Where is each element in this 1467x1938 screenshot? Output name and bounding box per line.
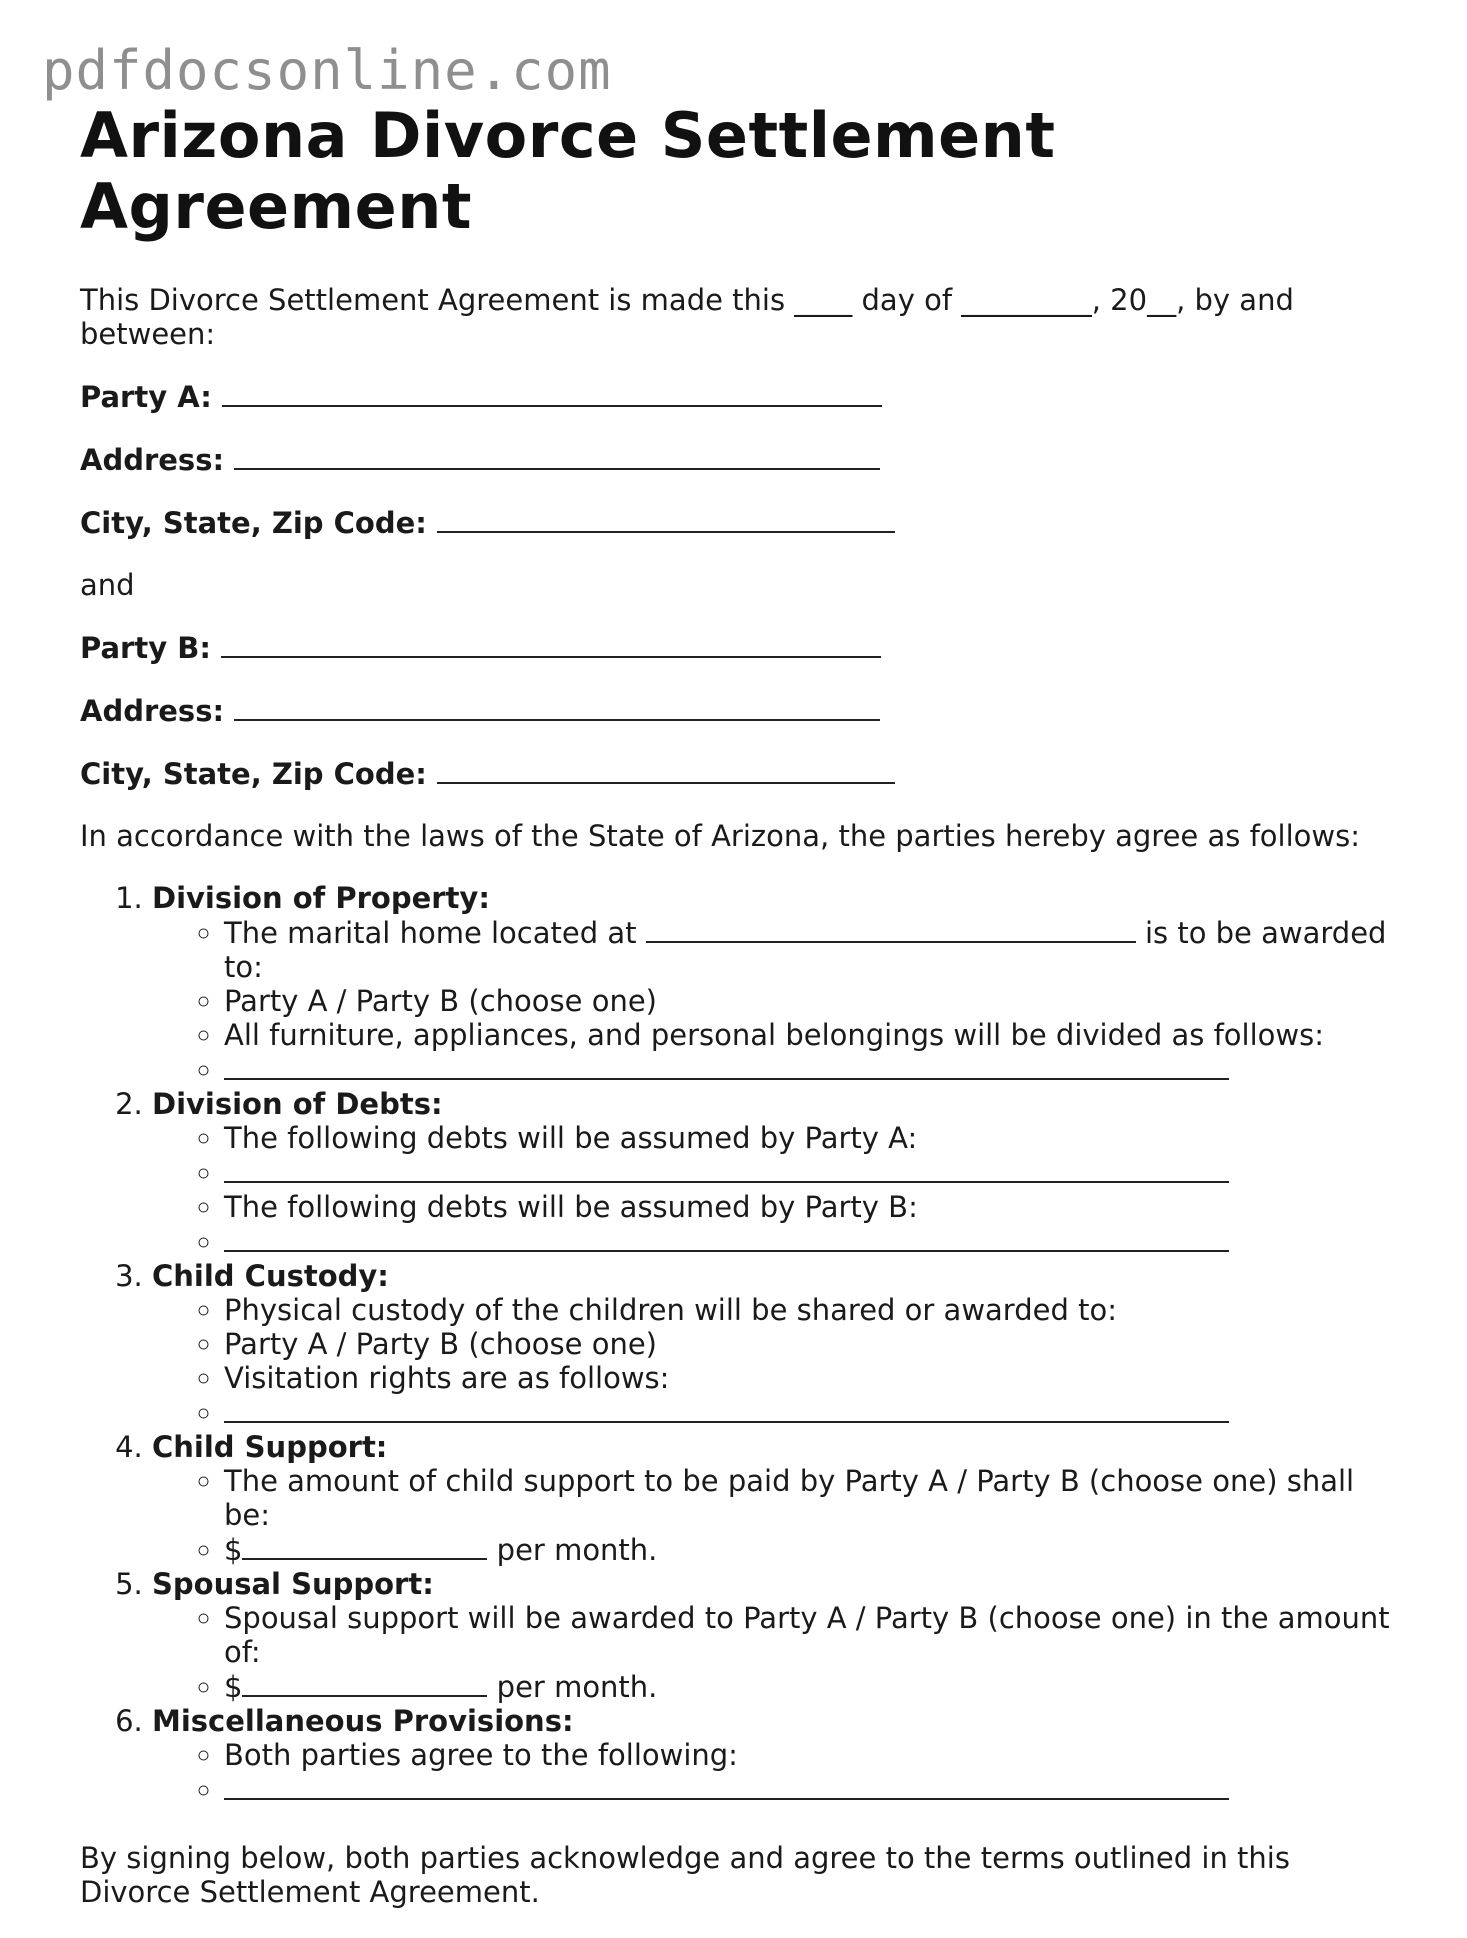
list-item: ◦ Party A / Party B (choose one) xyxy=(224,984,1400,1018)
list-item xyxy=(224,1155,1400,1190)
per-month-text: per month. xyxy=(496,1532,658,1567)
section-title: Division of Debts: xyxy=(152,1086,443,1121)
party-a-name-label: Party A: xyxy=(80,379,212,414)
list-item: ◦ Both parties agree to the following: xyxy=(224,1738,1400,1772)
list-item xyxy=(224,1224,1400,1259)
furniture-blank-line[interactable] xyxy=(224,1052,1229,1080)
list-item: ◦ All furniture, appliances, and personal belongings will be divided as follows: xyxy=(224,1018,1400,1052)
party-a-city-field[interactable] xyxy=(80,505,1400,540)
list-item: ◦ Spousal support will be awarded to Party A / Party B (choose one) in the amount of: xyxy=(224,1601,1400,1669)
currency-symbol: $ xyxy=(224,1532,243,1567)
visitation-blank-line[interactable] xyxy=(224,1395,1229,1423)
section-title: Child Support: xyxy=(152,1429,388,1464)
subitems xyxy=(152,1738,1400,1807)
list-item xyxy=(224,1772,1400,1807)
section-title: Child Custody: xyxy=(152,1258,389,1293)
document-page xyxy=(80,100,1400,1938)
party-a-name-field[interactable] xyxy=(80,379,1400,414)
section-property xyxy=(152,881,1400,1087)
misc-blank-line[interactable] xyxy=(224,1772,1229,1800)
party-b-name-line[interactable] xyxy=(221,630,881,658)
party-b-city-line[interactable] xyxy=(437,756,895,784)
list-item: ◦ Visitation rights are as follows: xyxy=(224,1361,1400,1395)
document-title: Arizona Divorce Settlement Agreement xyxy=(80,99,1056,244)
section-title: Spousal Support: xyxy=(152,1566,434,1601)
party-b-address-field[interactable] xyxy=(80,693,1400,728)
party-a-city-label: City, State, Zip Code: xyxy=(80,505,427,540)
per-month-text: per month. xyxy=(496,1669,658,1704)
section-title: Division of Property: xyxy=(152,880,490,915)
section-title: Miscellaneous Provisions: xyxy=(152,1703,574,1738)
party-b-name-field[interactable] xyxy=(80,630,1400,665)
list-item xyxy=(224,1395,1400,1430)
section-misc xyxy=(152,1704,1400,1807)
section-custody xyxy=(152,1259,1400,1430)
and-text: and xyxy=(80,567,135,602)
list-item xyxy=(224,1532,1400,1567)
list-item xyxy=(224,1669,1400,1704)
list-item: ◦ Party A / Party B (choose one) xyxy=(224,1327,1400,1361)
list-item: ◦ The following debts will be assumed by Party A: xyxy=(224,1121,1400,1155)
party-a-city-line[interactable] xyxy=(437,505,895,533)
home-text-after: is to be awarded to: xyxy=(224,915,1387,984)
subitems xyxy=(152,915,1400,1087)
home-address-line[interactable] xyxy=(646,915,1136,943)
intro-paragraph: This Divorce Settlement Agreement is made this ____ day of _________, 20__, by and between: xyxy=(80,282,1294,351)
party-b-city-label: City, State, Zip Code: xyxy=(80,756,427,791)
closing-paragraph: By signing below, both parties acknowledge and agree to the terms outlined in this Divorce Settlement Agreement. xyxy=(80,1840,1290,1909)
section-debts xyxy=(152,1087,1400,1259)
list-item: ◦ The amount of child support to be paid by Party A / Party B (choose one) shall be: xyxy=(224,1464,1400,1532)
watermark: pdfdocsonline.com xyxy=(42,39,612,102)
party-b-address-label: Address: xyxy=(80,693,225,728)
party-a-address-field[interactable] xyxy=(80,442,1400,477)
party-b-name-label: Party B: xyxy=(80,630,211,665)
spousal-support-amount-line[interactable] xyxy=(242,1669,487,1697)
section-spousal-support xyxy=(152,1567,1400,1704)
list-item xyxy=(224,1052,1400,1087)
subitems xyxy=(152,1293,1400,1430)
child-support-amount-line[interactable] xyxy=(242,1532,487,1560)
list-item: ◦ The following debts will be assumed by Party B: xyxy=(224,1190,1400,1224)
home-text-before: The marital home located at xyxy=(224,915,637,950)
party-a-address-label: Address: xyxy=(80,442,225,477)
subitems xyxy=(152,1601,1400,1704)
list-item: ◦ Physical custody of the children will be shared or awarded to: xyxy=(224,1293,1400,1327)
section-child-support xyxy=(152,1430,1400,1567)
subitems xyxy=(152,1464,1400,1567)
party-b-address-line[interactable] xyxy=(234,693,880,721)
party-a-name-line[interactable] xyxy=(222,379,882,407)
agreement-lead: In accordance with the laws of the State of Arizona, the parties hereby agree as follows: xyxy=(80,818,1360,853)
subitems xyxy=(152,1121,1400,1259)
debts-b-blank-line[interactable] xyxy=(224,1224,1229,1252)
debts-a-blank-line[interactable] xyxy=(224,1155,1229,1183)
party-b-city-field[interactable] xyxy=(80,756,1400,791)
list-item xyxy=(224,915,1400,984)
sections-list xyxy=(80,881,1400,1807)
currency-symbol: $ xyxy=(224,1669,243,1704)
party-a-address-line[interactable] xyxy=(234,442,880,470)
